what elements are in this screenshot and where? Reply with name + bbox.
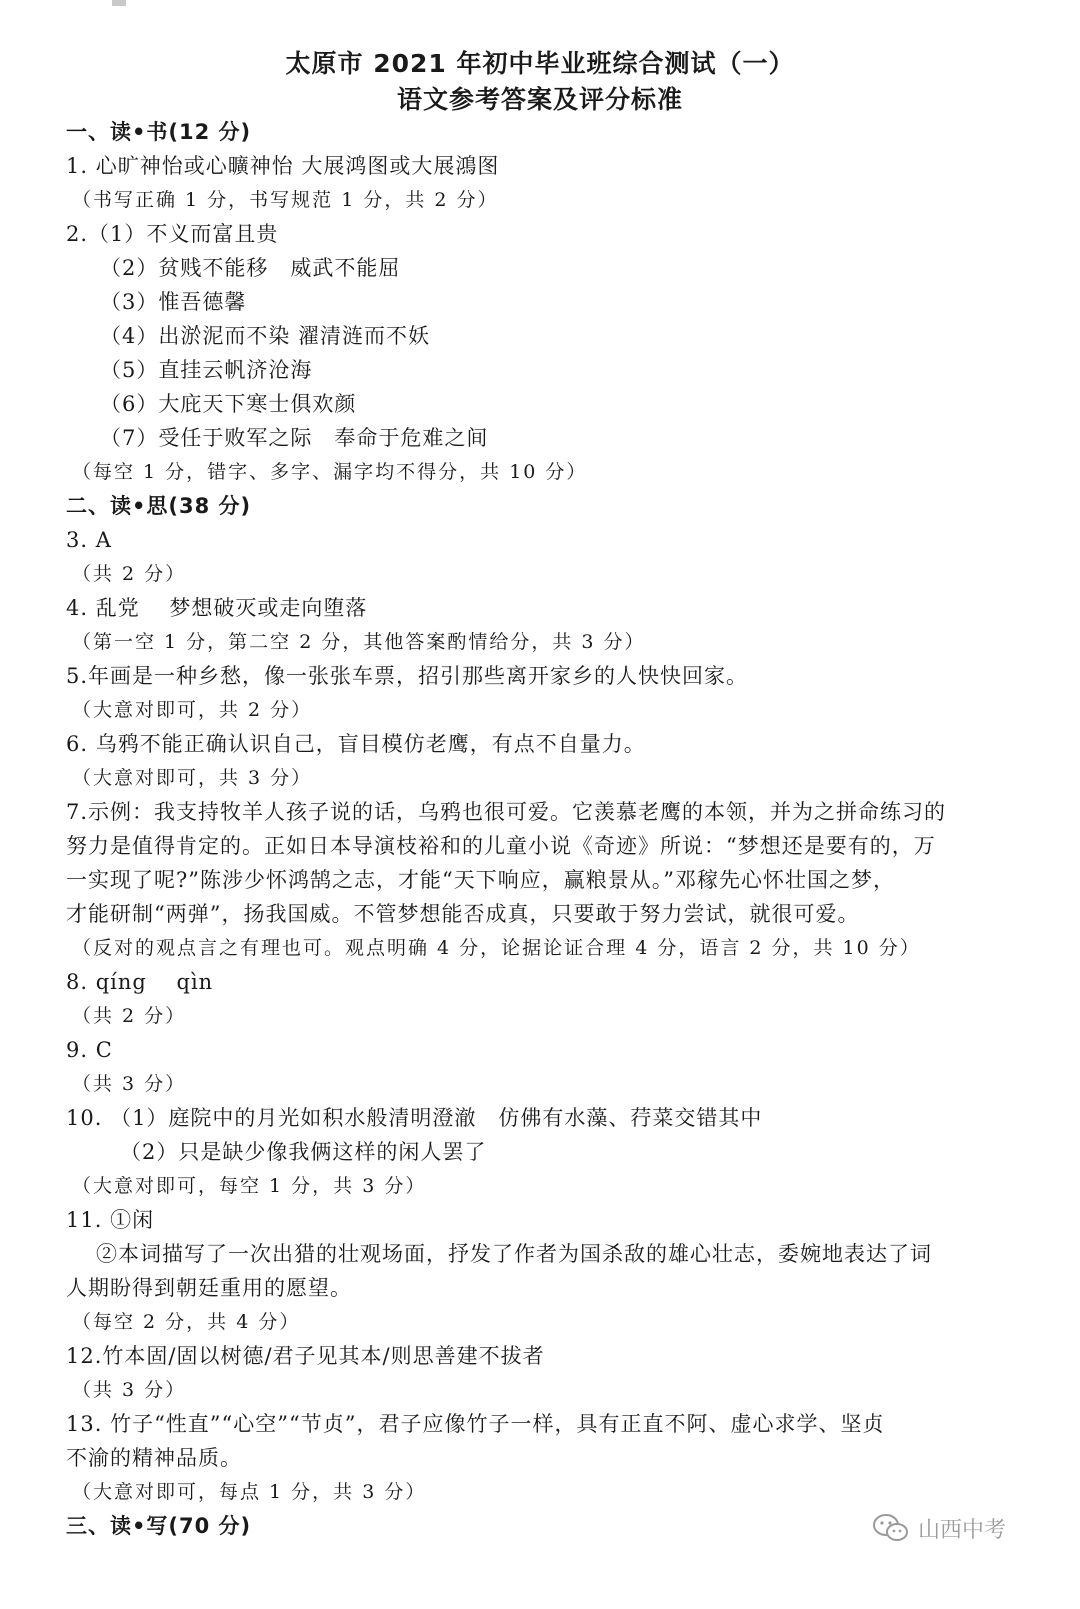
answer-line: （6）大庇天下寒士俱欢颜	[100, 392, 357, 416]
answer-line: 7.示例：我支持牧羊人孩子说的话，乌鸦也很可爱。它羡慕老鹰的本领，并为之拼命练习的	[66, 800, 947, 824]
section-heading: 三、读•写(70 分)	[66, 1514, 252, 1538]
answer-line: （5）直挂云帆济沧海	[100, 358, 313, 382]
scoring-note: （共 2 分）	[72, 1005, 187, 1027]
answer-line: （2）只是缺少像我俩这样的闲人罢了	[120, 1140, 487, 1164]
scan-mark	[112, 0, 126, 6]
answer-line: 人期盼得到朝廷重用的愿望。	[66, 1276, 352, 1300]
answer-line: 8. qíng qìn	[66, 970, 214, 994]
watermark	[872, 1508, 1052, 1548]
answer-line: 11. ①闲	[66, 1208, 155, 1232]
answer-line: 才能研制“两弹”，扬我国威。不管梦想能否成真，只要敢于努力尝试，就很可爱。	[66, 902, 860, 926]
answer-line: 12.竹本固/固以树德/君子见其本/则思善建不拔者	[66, 1344, 545, 1368]
answer-line: ②本词描写了一次出猎的壮观场面，抒发了作者为国杀敌的雄心壮志，委婉地表达了词	[96, 1242, 932, 1266]
answer-line: 2.（1）不义而富且贵	[66, 222, 279, 246]
answer-line: （7）受任于败军之际 奉命于危难之间	[100, 426, 489, 450]
answer-line: （4）出淤泥而不染 濯清涟而不妖	[100, 324, 431, 348]
page-subtitle: 语文参考答案及评分标准	[396, 85, 683, 114]
scoring-note: （大意对即可，每空 1 分，共 3 分）	[72, 1175, 427, 1197]
scoring-note: （每空 1 分，错字、多字、漏字均不得分，共 10 分）	[72, 461, 588, 483]
answer-line: （3）惟吾德馨	[100, 290, 247, 314]
scoring-note: （大意对即可，每点 1 分，共 3 分）	[72, 1481, 427, 1503]
answer-line: 13. 竹子“性直”“心空”“节贞”，君子应像竹子一样，具有正直不阿、虚心求学、坚贞	[66, 1412, 885, 1436]
answer-line: 5.年画是一种乡愁，像一张张车票，招引那些离开家乡的人快快回家。	[66, 664, 749, 688]
answer-line: 4. 乱党 梦想破灭或走向堕落	[66, 596, 368, 620]
answer-line: 9. C	[66, 1038, 113, 1062]
scoring-note: （书写正确 1 分，书写规范 1 分，共 2 分）	[72, 189, 499, 211]
answer-line: 3. A	[66, 528, 112, 552]
answer-line: 10. （1）庭院中的月光如积水般清明澄澈 仿佛有水藻、荇菜交错其中	[66, 1106, 763, 1130]
scoring-note: （大意对即可，共 3 分）	[72, 767, 313, 789]
scoring-note: （第一空 1 分，第二空 2 分，其他答案酌情给分，共 3 分）	[72, 631, 646, 653]
wechat-icon	[872, 1513, 910, 1543]
answer-line: 6. 乌鸦不能正确认识自己，盲目模仿老鹰，有点不自量力。	[66, 732, 646, 756]
scoring-note: （共 2 分）	[72, 563, 187, 585]
section-heading: 二、读•思(38 分)	[66, 494, 252, 518]
scoring-note: （每空 2 分，共 4 分）	[72, 1311, 301, 1333]
page-title: 太原市 2021 年初中毕业班综合测试（一）	[285, 49, 795, 78]
watermark-text: 山西中考	[918, 1517, 1007, 1543]
answer-line: 不渝的精神品质。	[66, 1446, 242, 1470]
section-heading: 一、读•书(12 分)	[66, 120, 252, 144]
scoring-note: （共 3 分）	[72, 1073, 187, 1095]
answer-line: （2）贫贱不能移 威武不能屈	[100, 256, 401, 280]
scoring-note: （大意对即可，共 2 分）	[72, 699, 313, 721]
scoring-note: （共 3 分）	[72, 1379, 187, 1401]
answer-line: 努力是值得肯定的。正如日本导演枝裕和的儿童小说《奇迹》所说：“梦想还是要有的，万	[66, 834, 936, 858]
scoring-note: （反对的观点言之有理也可。观点明确 4 分，论据论证合理 4 分，语言 2 分，共 10 分）	[72, 937, 921, 959]
answer-line: 一实现了呢?”陈涉少怀鸿鹄之志，才能“天下响应，赢粮景从。”邓稼先心怀壮国之梦，	[66, 868, 895, 892]
answer-line: 1. 心旷神怡或心曠神怡 大展鸿图或大展鴻图	[66, 154, 500, 178]
